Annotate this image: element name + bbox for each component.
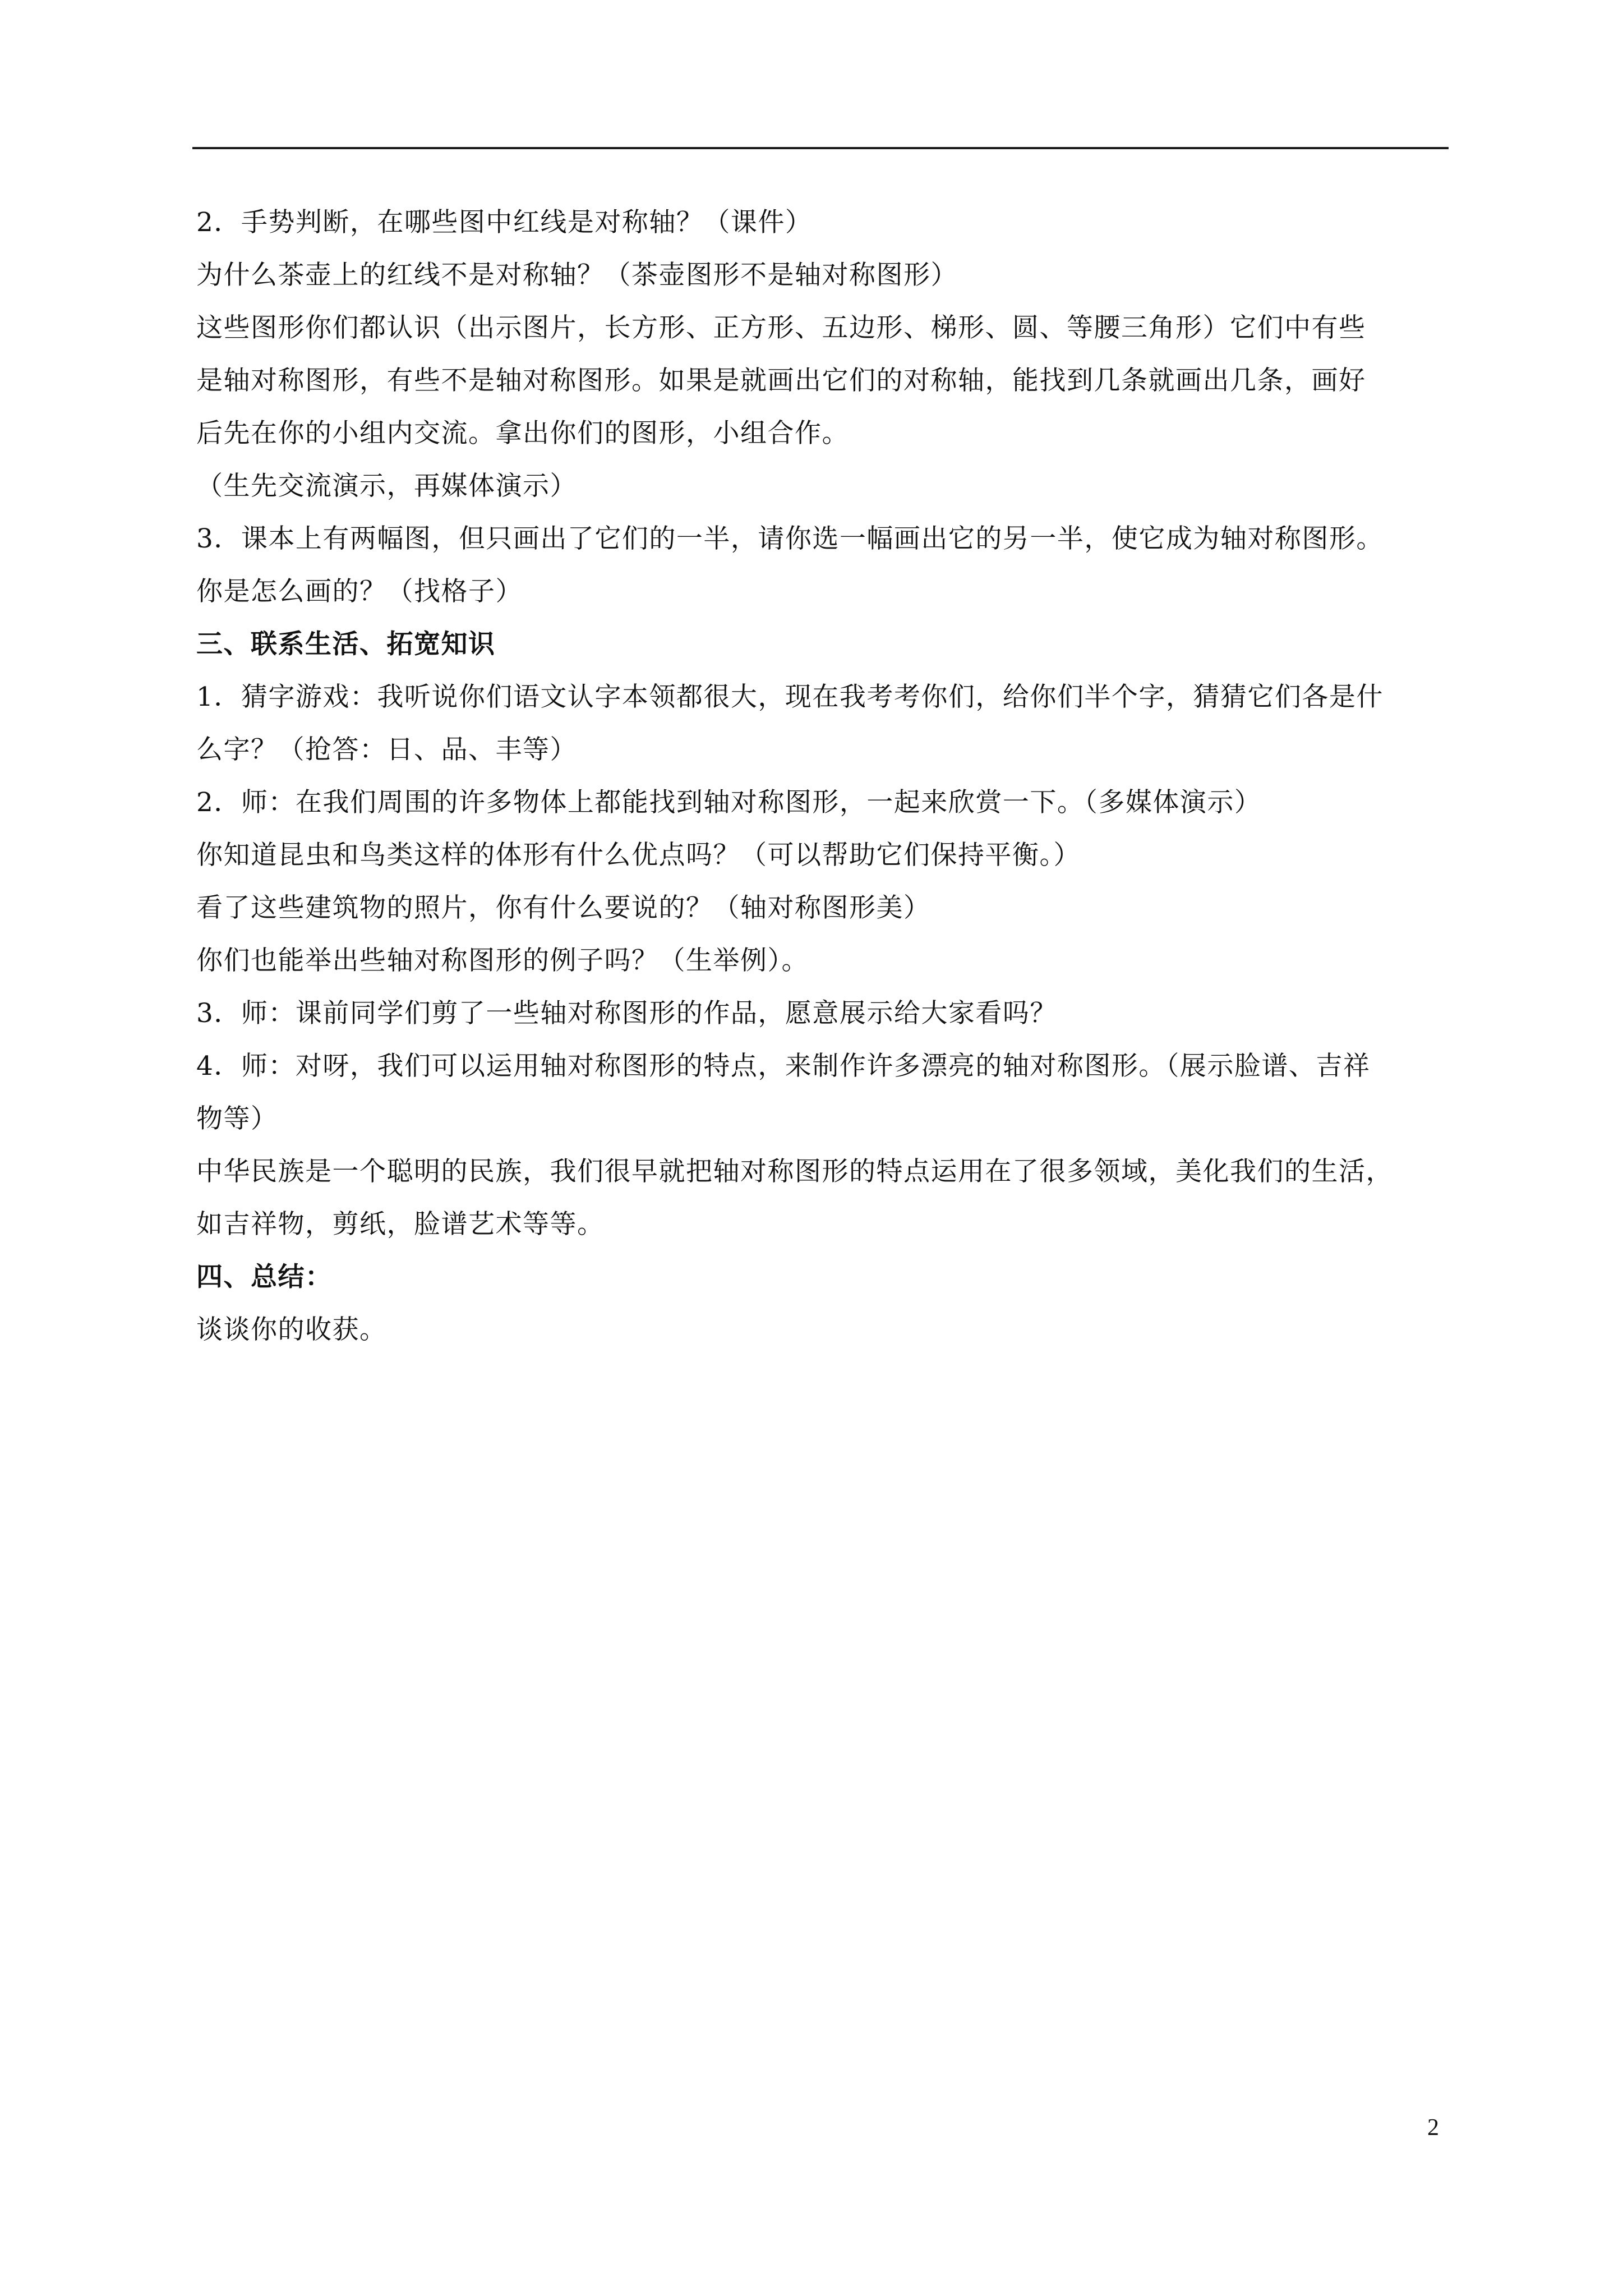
paragraph-line: 物等） (196, 1103, 278, 1134)
paragraph-line: 中华民族是一个聪明的民族，我们很早就把轴对称图形的特点运用在了很多领域，美化我们的生活， (196, 1156, 1393, 1187)
paragraph-line: 3．师：课前同学们剪了一些轴对称图形的作品，愿意展示给大家看吗？ (196, 998, 1057, 1029)
paragraph-line: 看了这些建筑物的照片，你有什么要说的？（轴对称图形美） (196, 892, 931, 923)
paragraph-line: 2．师：在我们周围的许多物体上都能找到轴对称图形，一起来欣赏一下。（多媒体演示） (196, 787, 1262, 818)
paragraph-line: 这些图形你们都认识（出示图片，长方形、正方形、五边形、梯形、圆、等腰三角形）它们中有些 (196, 312, 1366, 343)
paragraph-line: 谈谈你的收获。 (196, 1314, 387, 1345)
paragraph-line: （生先交流演示，再媒体演示） (196, 471, 577, 501)
paragraph-line: 1．猜字游戏：我听说你们语文认字本领都很大，现在我考考你们，给你们半个字，猜猜它们各是什 (196, 682, 1384, 712)
paragraph-line: 4．师：对呀，我们可以运用轴对称图形的特点，来制作许多漂亮的轴对称图形。（展示脸谱、吉祥 (196, 1051, 1371, 1082)
paragraph-line: 么字？（抢答：日、品、丰等） (196, 734, 577, 765)
paragraph-line: 是轴对称图形，有些不是轴对称图形。如果是就画出它们的对称轴，能找到几条就画出几条，画好 (196, 365, 1366, 396)
paragraph-line: 如吉祥物，剪纸，脸谱艺术等等。 (196, 1209, 605, 1240)
paragraph-line: 你是怎么画的？（找格子） (196, 576, 523, 607)
paragraph-line: 你知道昆虫和鸟类这样的体形有什么优点吗？（可以帮助它们保持平衡。） (196, 840, 1081, 871)
section-heading: 三、联系生活、拓宽知识 (196, 629, 496, 660)
paragraph-line: 2．手势判断，在哪些图中红线是对称轴？（课件） (196, 207, 813, 238)
paragraph-line: 你们也能举出些轴对称图形的例子吗？（生举例）。 (196, 945, 809, 976)
paragraph-line: 为什么茶壶上的红线不是对称轴？（茶壶图形不是轴对称图形） (196, 260, 958, 291)
header-rule (192, 147, 1449, 149)
section-heading: 四、总结： (196, 1262, 333, 1292)
paragraph-line: 3．课本上有两幅图，但只画出了它们的一半，请你选一幅画出它的另一半，使它成为轴对称图形。 (196, 523, 1384, 554)
paragraph-line: 后先在你的小组内交流。拿出你们的图形，小组合作。 (196, 418, 849, 449)
page-number: 2 (1427, 2115, 1439, 2141)
document-body (196, 196, 1444, 1356)
